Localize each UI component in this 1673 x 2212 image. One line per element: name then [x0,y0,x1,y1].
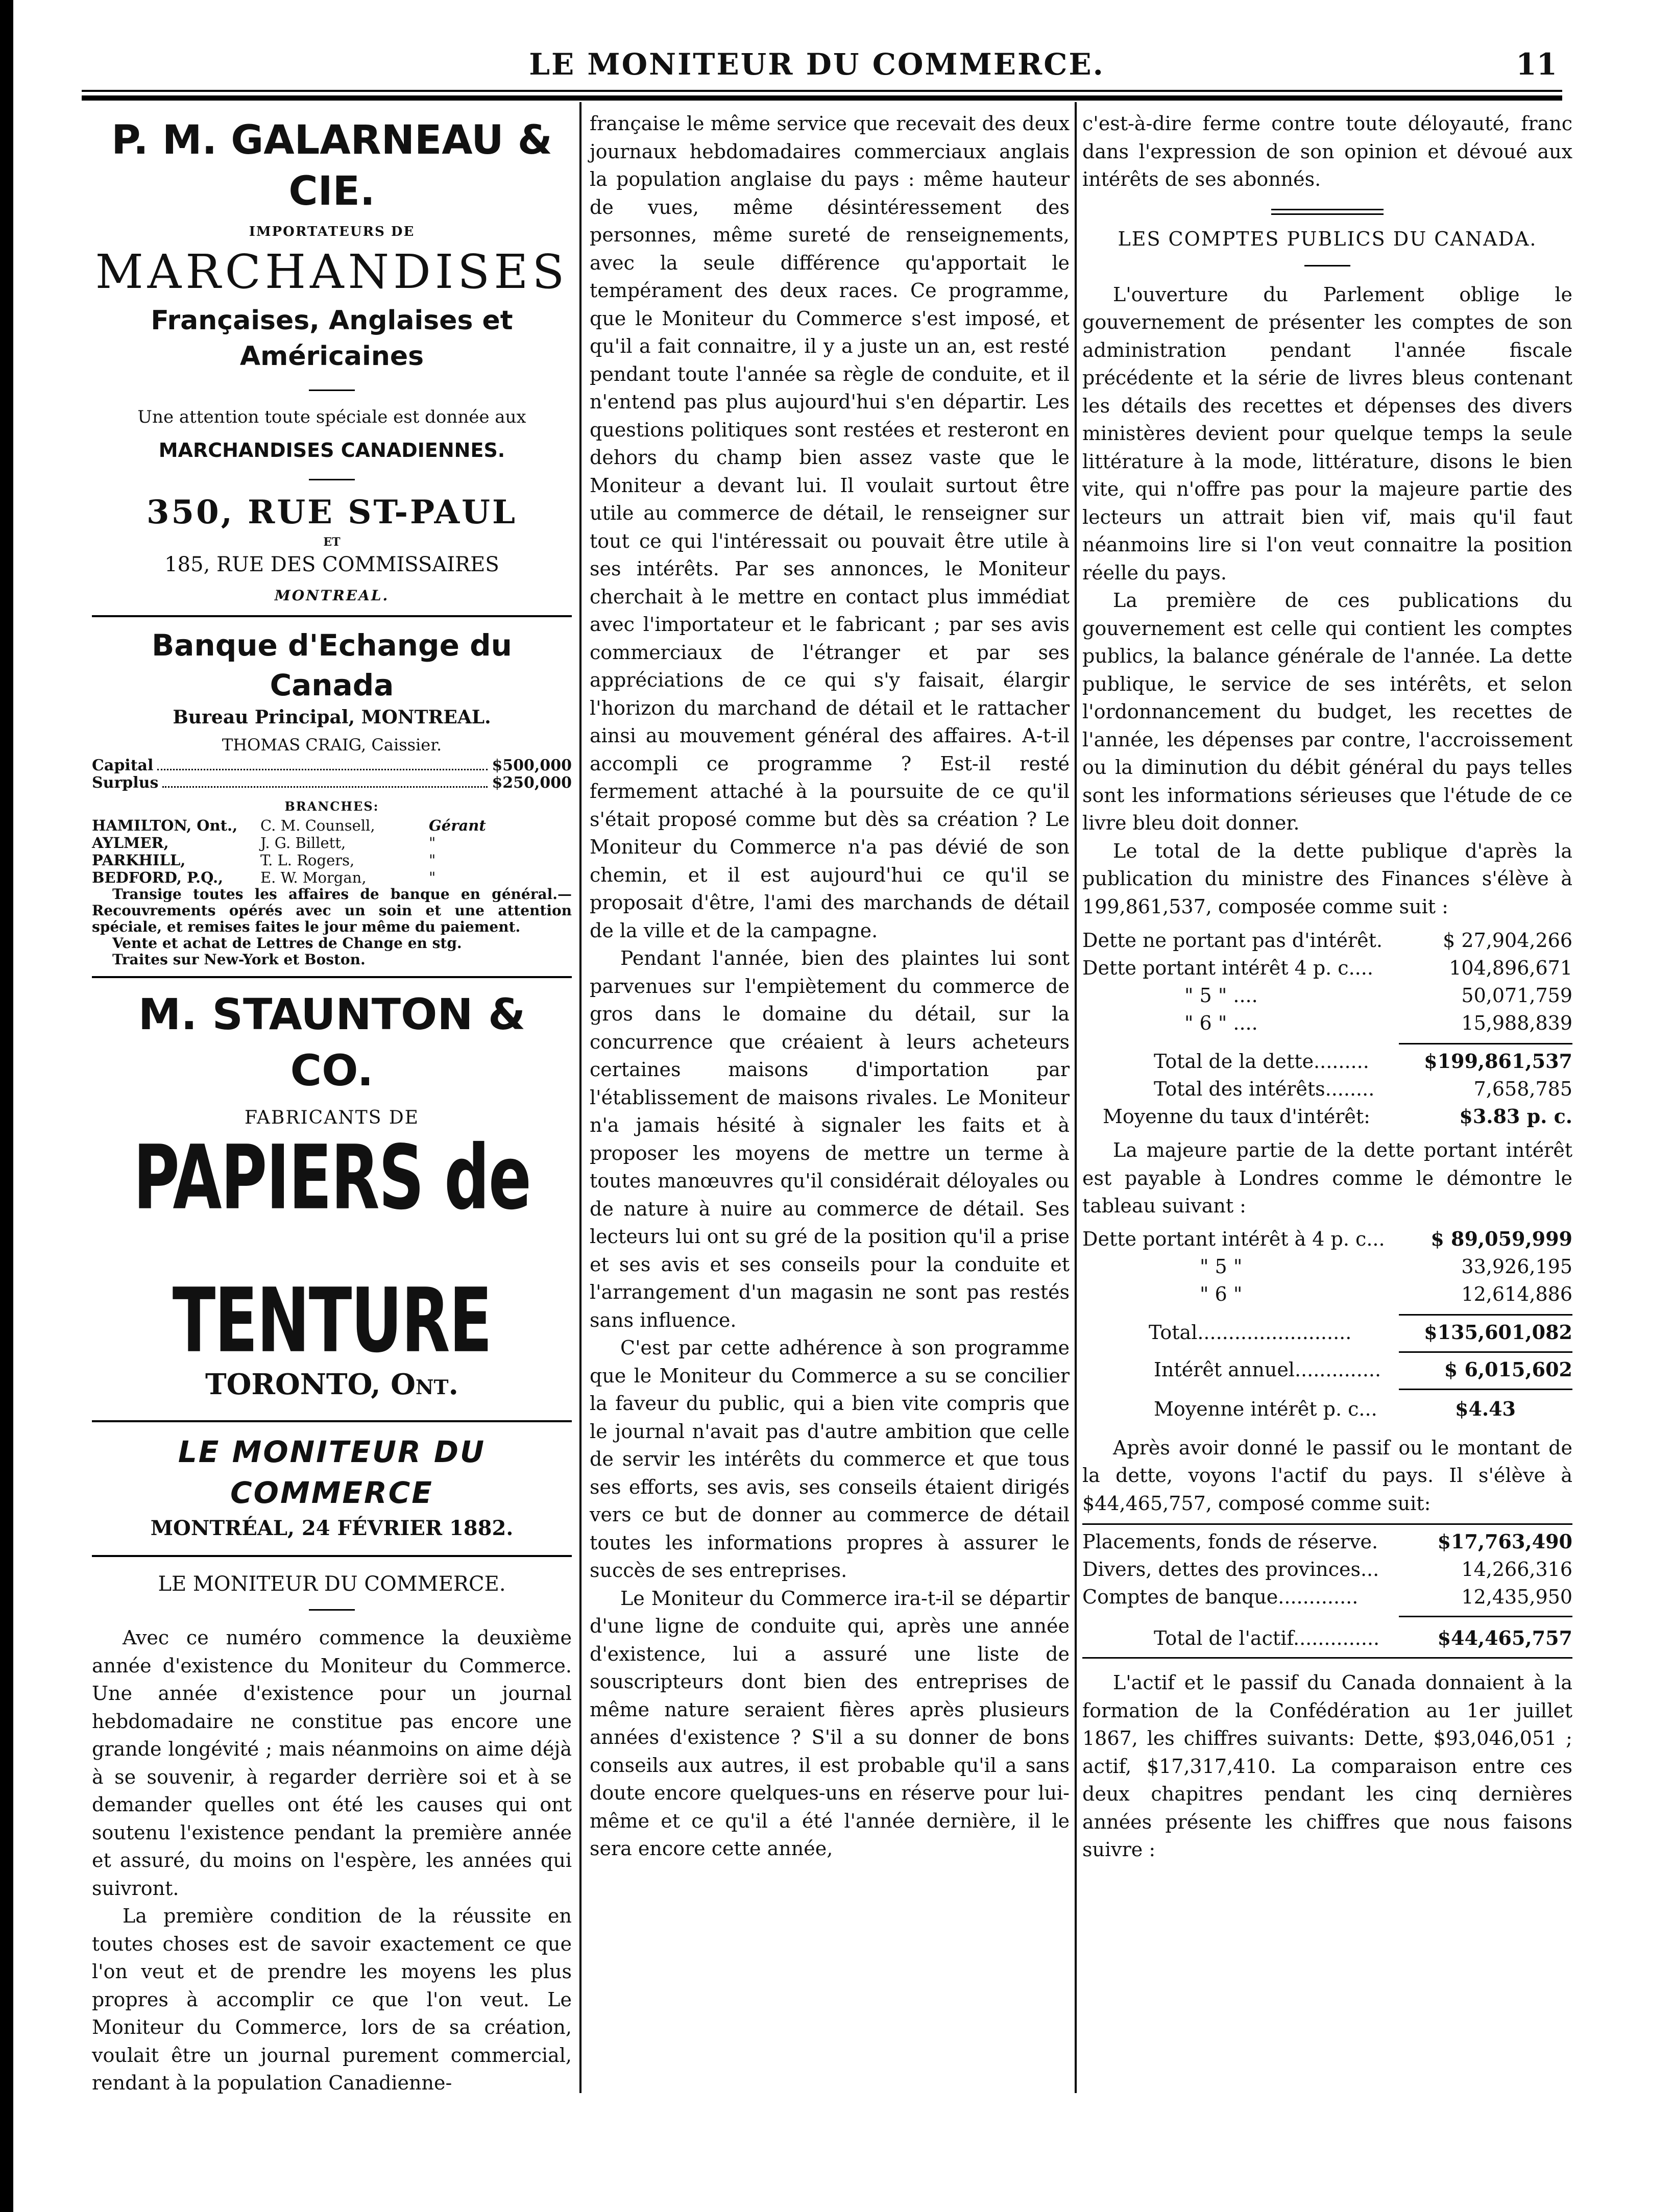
ad-staunton [92,986,572,1410]
branch-row [92,869,572,886]
ad-galarneau-canadian: MARCHANDISES CANADIENNES. [158,439,505,461]
paragraph: La majeure partie de la dette portant intérêt est payable à Londres comme le démontre le tableau suivant : [1082,1139,1572,1217]
sum-rule [1399,1043,1572,1044]
ad-banque-note: Vente et achat de Lettres de Change en stg. [112,935,462,952]
row-label: Total......................... [1149,1321,1352,1344]
branch-role: Gérant [429,817,486,834]
ad-banque-branches [92,817,572,886]
table-row [1082,1395,1572,1423]
ad-galarneau-goods: MARCHANDISES [95,245,569,299]
ad-galarneau-origin: Françaises, Anglaises et Américaines [151,305,513,372]
branch-place: PARKHILL, [92,852,186,869]
branch-place: BEDFORD, P.Q., [92,869,224,886]
page-number: 11 [1516,47,1557,82]
ad-galarneau-et: ET [323,536,341,549]
divider [1271,213,1384,215]
branch-role: " [429,852,436,869]
row-value: $135,601,082 [1424,1320,1572,1344]
row-value: 50,071,759 [1461,984,1572,1007]
running-title: LE MONITEUR DU COMMERCE. [529,47,1105,82]
london-table [1082,1225,1572,1308]
row-label: Moyenne intérêt p. c... [1154,1397,1377,1420]
table-row [1082,1624,1572,1652]
row-value: 12,435,950 [1461,1586,1572,1608]
table-row [1082,1253,1572,1280]
ad-banque-office: Bureau Principal, MONTREAL. [173,707,491,728]
ad-galarneau-attention: Une attention toute spéciale est donnée aux [137,407,526,427]
table-row [1082,1225,1572,1253]
header-rule-thick [82,95,1562,101]
ad-staunton-city: TORONTO, Ont. [205,1368,459,1401]
branch-row [92,852,572,869]
ad-separator [92,1420,572,1422]
branch-role: " [429,869,436,886]
assets-total [1082,1624,1572,1652]
ad-separator [92,615,572,617]
row-label: Dette portant intérêt à 4 p. c... [1082,1227,1385,1250]
table-row [1082,1356,1572,1383]
table-row [1082,1555,1572,1583]
row-label: Placements, fonds de réserve. [1082,1530,1378,1553]
header-rule [82,90,1562,92]
row-value: 7,658,785 [1473,1078,1572,1100]
column-divider [1075,102,1077,2093]
article-body [1082,281,1572,921]
masthead-rule [92,1555,572,1557]
table-row [1082,1048,1572,1075]
ad-banque-note: Traites sur New-York et Boston. [112,951,366,968]
capital-value: $500,000 [492,757,572,774]
branch-place: AYLMER, [92,834,169,852]
capital-label: Capital [92,757,154,774]
surplus-label: Surplus [92,774,159,792]
surplus-value: $250,000 [492,774,572,792]
row-label: Total de la dette......... [1154,1050,1369,1073]
article-title: LES COMPTES PUBLICS DU CANADA. [1118,227,1537,250]
row-label: Dette ne portant pas d'intérêt. [1082,929,1383,952]
branch-agent: E. W. Morgan, [260,869,367,886]
debt-totals [1082,1048,1572,1130]
ad-banque [92,625,572,968]
avg-interest [1082,1395,1572,1423]
row-label: Total des intérêts........ [1154,1078,1375,1100]
row-label: " 6 " [1200,1282,1243,1305]
row-value: $17,763,490 [1437,1530,1572,1553]
paragraph: Le total de la dette publique d'après la publication du ministre des Finances s'élève à 199,861,537, composée comme suit : [1082,839,1572,918]
sum-rule [1399,1389,1572,1390]
page-header [77,44,1557,90]
ad-galarneau-address1: 350, RUE ST-PAUL [147,493,517,531]
row-label: Divers, dettes des provinces... [1082,1558,1379,1581]
table-row [1082,1280,1572,1308]
branch-agent: J. G. Billett, [260,834,346,852]
article-body [590,110,1070,1863]
branch-row [92,834,572,852]
branch-role: " [429,834,436,852]
row-value: 15,988,839 [1461,1012,1572,1034]
paragraph: c'est-à-dire ferme contre toute déloyauté, franc dans l'expression de son opinion et dévoué aux intérêts de ses abonnés. [1082,112,1572,190]
divider [309,1609,355,1611]
ad-staunton-product: PAPIERS de TENTURE [133,1127,530,1373]
paragraph: C'est par cette adhérence à son programme que le Moniteur du Commerce a su se concilier la faveur du public, qui a bien vite compris que le journal n'avait pas d'autre ambition que celle de servir les intérêts du commerce et que tous ses efforts, ses avis, ses conseils étaient dirigés vers ce but de donner au commerce de détail toutes les informations propres à assurer le succès de ses entreprises. [590,1336,1070,1582]
row-label: " 5 " [1200,1255,1243,1278]
row-value: $ 6,015,602 [1444,1357,1572,1381]
row-value: 12,614,886 [1461,1282,1572,1305]
column-middle [590,110,1070,1863]
article-body [92,1624,572,2097]
row-label: Comptes de banque............. [1082,1586,1359,1608]
branch-agent: C. M. Counsell, [260,817,375,834]
table-rule [1082,1523,1572,1525]
ad-banque-name: Banque d'Echange du Canada [152,628,512,702]
divider [1271,209,1384,210]
masthead-title: LE MONITEUR DU COMMERCE [178,1435,486,1510]
ad-banque-capital [92,757,572,774]
ad-banque-surplus [92,774,572,792]
ad-galarneau-address2: 185, RUE DES COMMISSAIRES [164,553,499,576]
article-body [1082,1434,1572,1518]
table-row [1082,982,1572,1009]
paragraph: L'ouverture du Parlement oblige le gouvernement de présenter les comptes de son administration pendant l'année fiscale précédente et la série de livres bleus contenant les détails des recettes et dépenses des divers ministères devient pour quelque temps la seule littérature à la mode, littérature, disons le bien vite, qui n'offre pas pour la majeure partie des lecteurs un attrait bien vif, mais qu'il faut néanmoins lire si l'on veut connaitre la position réelle du pays. [1082,283,1572,584]
row-label: " 5 " .... [1184,984,1258,1007]
branch-place: HAMILTON, Ont., [92,817,238,834]
article-body [1082,1669,1572,1864]
row-label: Intérêt annuel.............. [1154,1358,1381,1381]
ad-galarneau-importers: IMPORTATEURS DE [249,224,415,239]
row-value: $199,861,537 [1424,1050,1572,1073]
ad-banque-note: Transige toutes les affaires de banque en général.—Recouvrements opérés avec un soin et une attention spéciale, et remises faites le jour même du paiement. [92,886,572,935]
article-body [1082,110,1572,193]
paragraph: Avec ce numéro commence la deuxième année d'existence du Moniteur du Commerce. Une année d'existence pour un journal hebdomadaire ne constitue pas encore une grande longévité ; mais néanmoins on aime déjà à se souvenir, à regarder derrière soi et à se demander quelles ont été les causes qui ont soutenu l'existence pendant la première année et assuré, du moins on l'espère, les années qui suivront. [92,1626,572,1900]
london-total [1082,1319,1572,1346]
scan-edge [0,0,13,2212]
table-row [1082,927,1572,954]
row-label: Total de l'actif.............. [1154,1627,1380,1649]
debt-table [1082,927,1572,1037]
table-row [1082,1103,1572,1130]
paragraph: Le Moniteur du Commerce ira-t-il se départir d'une ligne de conduite qui, après une année d'existence, lui a assuré une liste de souscripteurs dont bien des entreprises de même nature seraient fières après plusieurs années d'existence ? S'il a su donner de bons conseils aux autres, il est probable qu'il a sans doute encore quelques-uns en réserve pour lui-même et ce qu'il a été l'année dernière, il le sera encore cette année, [590,1587,1070,1860]
table-row [1082,1075,1572,1103]
table-row [1082,1009,1572,1037]
row-label: Dette portant intérêt 4 p. c.... [1082,957,1373,979]
divider [309,390,355,391]
row-value: 33,926,195 [1461,1255,1572,1278]
row-label: Moyenne du taux d'intérêt: [1103,1105,1370,1128]
paragraph: La première de ces publications du gouvernement est celle qui contient les comptes publics, la balance générale de l'année. La dette publique, le service de ses intérêts, et selon l'ordonnancement du budget, les recettes de l'année, les dépenses par contre, l'accroissement ou la diminution du débit général du pays telles sont les informations sérieuses que l'étude de ce livre bleu doit donner. [1082,589,1572,834]
article-title: LE MONITEUR DU COMMERCE. [158,1572,506,1596]
ad-staunton-name: M. STAUNTON & CO. [138,989,526,1096]
row-value: $ 27,904,266 [1443,929,1572,952]
paragraph: française le même service que recevait des deux journaux hebdomadaires commerciaux anglais la population anglaise du pays : même hauteur de vues, même désintéressement des personnes, même sureté de renseignements, avec la seule différence qu'apportait le tempérament des deux races. Ce programme, que le Moniteur du Commerce s'est imposé, et qu'il a fait connaitre, il y a juste un an, est resté pendant toute l'année sa règle de conduite, et il n'entend pas plus aujourd'hui s'en départir. Les questions politiques sont restées et resteront en dehors du champ bien assez vaste que le Moniteur a devant lui. Il voulait surtout être utile au commerce de détail, le renseigner sur tout ce qui l'intéressait ou pouvait être utile à ses intérêts. Par ses annonces, le Moniteur cherchait à le mettre en contact plus immédiat avec l'importateur et le fabricant ; par ses avis commerciaux de l'étranger et par ses appréciations de ce qui s'y faisait, élargir l'horizon du marchand de détail et le rattacher ainsi au mouvement général des affaires. A-t-il accompli ce programme ? Est-il resté fermement attaché à la poursuite de ce qu'il s'était proposé comme but dès sa création ? Le Moniteur du Commerce n'a pas dévié de son chemin, et il est aujourd'hui ce qu'il se proposait d'être, l'ami des marchands de détail de la ville et de la campagne. [590,112,1070,942]
branch-agent: T. L. Rogers, [260,852,355,869]
column-left [92,110,572,2097]
interest-rows [1082,1356,1572,1383]
row-value: $4.43 [1455,1397,1516,1420]
table-row [1082,1528,1572,1555]
row-value: $ 89,059,999 [1430,1227,1572,1250]
assets-table [1082,1528,1572,1611]
divider [1304,265,1350,266]
ad-staunton-makers: FABRICANTS DE [245,1107,419,1128]
masthead-dateline: MONTRÉAL, 24 FÉVRIER 1882. [150,1516,514,1540]
article-body [1082,1136,1572,1220]
paragraph: L'actif et le passif du Canada donnaient à la formation de la Confédération au 1er juillet 1867, les chiffres suivants: Dette, $93,046,051 ; actif, $17,317,410. La comparaison entre ces deux chapitres pendant les cinq dernières années présente les chiffres que nous faisons suivre : [1082,1671,1572,1861]
row-label: " 6 " .... [1184,1012,1258,1034]
paragraph: La première condition de la réussite en toutes choses est de savoir exactement ce que l'on veut et de prendre les moyens les plus propres à accomplir ce que l'on veut. Le Moniteur du Commerce, lors de sa création, voulait être un journal purement commercial, rendant à la population Canadienne- [92,1905,572,2094]
ad-galarneau-city: MONTREAL. [274,587,390,604]
column-right [1082,110,1572,1864]
sum-rule [1399,1351,1572,1353]
paragraph: Après avoir donné le passif ou le montant de la dette, voyons l'actif du pays. Il s'élève à $44,465,757, composé comme suit: [1082,1436,1572,1515]
table-rule [1082,1657,1572,1659]
ad-galarneau-name: P. M. GALARNEAU & CIE. [111,117,552,214]
sum-rule [1399,1616,1572,1617]
masthead [92,1431,572,1544]
row-value: 14,266,316 [1461,1558,1572,1581]
table-row [1082,1583,1572,1611]
ad-separator [92,976,572,978]
row-value: $44,465,757 [1437,1626,1572,1649]
branch-row [92,817,572,834]
ad-banque-branches-title: BRANCHES: [284,799,379,814]
ad-galarneau [92,115,572,611]
paragraph: Pendant l'année, bien des plaintes lui sont parvenues sur l'empiètement du commerce de gros dans le domaine du détail, sur la concurrence que créaient à leurs acheteurs certaines maisons d'importation par l'établissement de maisons rivales. Le Moniteur n'a jamais hésité à signaler les faits et à proposer les moyens de mettre un terme à toutes manœuvres qu'il considérait déloyales ou de nature à nuire au commerce de détail. Ses lecteurs lui ont su gré de la position qu'il a prise et ses avis et ses conseils pour la conduite et l'arrangement d'un magasin ne sont pas restés sans influence. [590,947,1070,1331]
ad-banque-cashier: THOMAS CRAIG, Caissier. [222,735,442,755]
row-value: 104,896,671 [1449,957,1572,979]
column-divider [579,102,581,2093]
table-row [1082,1319,1572,1346]
table-row [1082,954,1572,982]
divider [309,479,355,480]
sum-rule [1399,1314,1572,1316]
row-value: $3.83 p. c. [1459,1105,1572,1128]
